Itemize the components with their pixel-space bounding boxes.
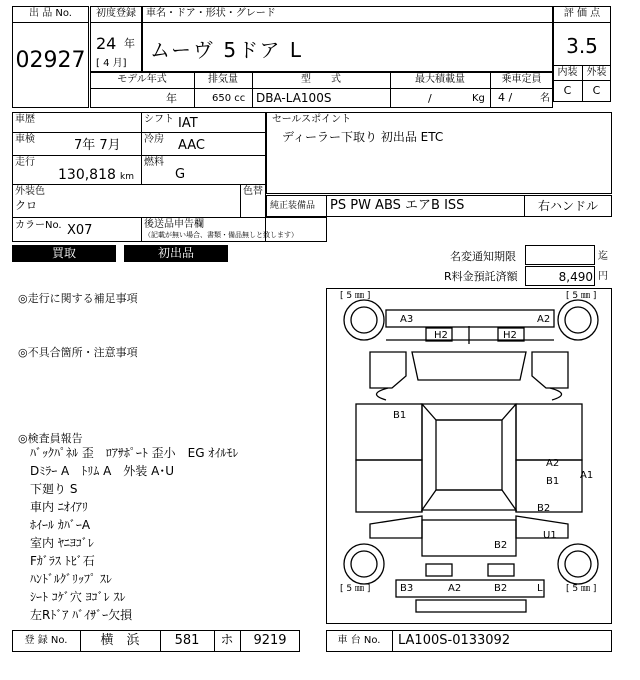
buy-button[interactable]: 買取: [12, 245, 116, 262]
type-label: 型 式: [301, 74, 341, 85]
displacement: 650 cc: [212, 93, 246, 104]
tire-depth-front-left: [ 5 ㎜ ]: [340, 291, 371, 301]
first-registration-year-unit: 年: [124, 37, 135, 50]
score-value: 3.5: [566, 34, 598, 58]
ac-value: AAC: [178, 138, 205, 153]
displacement-label: 排気量: [208, 74, 238, 85]
inspector-line: Dﾐﾗｰ A ﾄﾘﾑ A 外装 A･U: [30, 464, 175, 478]
inspector-line: 車内 ﾆｵｲｱﾘ: [30, 500, 88, 514]
chassis-number: LA100S-0133092: [398, 633, 511, 648]
driving-notes-title: ◎走行に関する補足事項: [18, 292, 138, 305]
recycle-amount: 8,490: [558, 270, 593, 284]
steering-value: 右ハンドル: [537, 199, 598, 213]
color-change-label: 色替: [243, 186, 263, 197]
capacity: 4 /: [498, 91, 513, 104]
registration-region: 横 浜: [100, 633, 140, 648]
mark-rear-panel: B2: [494, 540, 508, 551]
mark-right-side: A1: [580, 470, 594, 481]
chassis-label: 車 台 No.: [337, 635, 381, 646]
car-diagram: [326, 288, 612, 624]
inspector-line: 左Rﾄﾞｱ ﾊﾞｲｻﾞｰ欠損: [30, 608, 133, 622]
tire-depth-rear-left: [ 5 ㎜ ]: [340, 584, 371, 594]
inspector-line: ﾊﾝﾄﾞﾙｸﾞﾘｯﾌﾟ ｽﾚ: [30, 572, 112, 586]
first-registration-label: 初度登録: [96, 8, 136, 19]
inspector-line: ｼｰﾄ ｺｹﾞ穴 ﾖｺﾞﾚ ｽﾚ: [30, 590, 126, 604]
score-label: 評 価 点: [563, 8, 601, 19]
ac-label: 冷房: [144, 134, 164, 145]
post-report-note: （記載が無い場合、書類・備品無しと致します）: [144, 231, 298, 239]
mark-rear-bumper-mid1: A2: [448, 583, 462, 594]
standard-equipment-value: PS PW ABS エアB ISS: [330, 198, 465, 213]
mark-headlight-right: H2: [503, 330, 517, 341]
exterior-grade: C: [592, 84, 601, 97]
capacity-label: 乗車定員: [501, 74, 542, 85]
mark-right-rear-fender: B2: [537, 503, 551, 514]
recycle-label: R料金預託済額: [444, 270, 518, 283]
inspector-line: ﾎｲｰﾙ ｶﾊﾞｰA: [30, 518, 91, 532]
max-load-label: 最大積載量: [415, 74, 465, 85]
sales-point-value: ディーラー下取り 初出品 ETC: [282, 130, 444, 144]
car-name-label: 車名・ドア・形状・グレード: [146, 8, 276, 19]
mark-front-bumper-left: A3: [400, 314, 414, 325]
fuel-value: G: [175, 167, 186, 182]
name-change-unit: 迄: [598, 251, 608, 262]
mileage-label: 走行: [15, 157, 35, 168]
shift-label: シフト: [144, 114, 174, 125]
inspector-line: ﾊﾞｯｸﾊﾟﾈﾙ 歪 ﾛｱｻﾎﾟｰﾄ 歪小 EG ｵｲﾙﾓﾚ: [30, 446, 239, 460]
interior-grade: C: [563, 84, 572, 97]
history-label: 車歴: [15, 114, 35, 125]
exterior-grade-label: 外装: [586, 67, 607, 78]
inspection-value: 7年 7月: [74, 138, 121, 153]
defects-title: ◎不具合箇所・注意事項: [18, 346, 138, 359]
post-report-box: [141, 217, 327, 242]
mark-headlight-left: H2: [434, 330, 448, 341]
tire-depth-rear-right: [ 5 ㎜ ]: [566, 584, 597, 594]
mark-right-door-lower: B1: [546, 476, 560, 487]
mark-left-front-door: B1: [393, 410, 407, 421]
mark-front-bumper-right: A2: [537, 314, 551, 325]
color-no-label: カラーNo.: [15, 220, 62, 231]
exterior-color-label: 外装色: [15, 186, 45, 197]
mark-right-door-upper: A2: [546, 458, 560, 469]
color-no-value: X07: [67, 223, 93, 238]
sales-point-label: セールスポイント: [272, 114, 352, 125]
registration-class: 581: [174, 633, 200, 648]
mark-rear-bumper-mid2: B2: [494, 583, 508, 594]
fuel-label: 燃料: [144, 157, 164, 168]
mark-rear-quarter: U1: [543, 530, 557, 541]
recycle-unit: 円: [598, 271, 608, 282]
first-listing-button[interactable]: 初出品: [124, 245, 228, 262]
model-year-label: モデル年式: [117, 74, 167, 85]
registration-kana: ホ: [220, 633, 234, 648]
exterior-color-value: クロ: [15, 199, 37, 212]
first-registration-year: 24: [96, 34, 117, 53]
lot-number-label: 出 品 No.: [29, 8, 72, 19]
mileage-value: 130,818: [58, 167, 116, 183]
first-registration-month: [ 4 月]: [96, 58, 127, 69]
post-report-label: 後送品申告欄: [144, 219, 204, 230]
max-load-unit: Kg: [472, 93, 485, 104]
mark-rear-bumper-right: L: [537, 583, 543, 594]
registration-number: 9219: [253, 633, 287, 648]
model-year-unit: 年: [166, 92, 177, 105]
shift-value: IAT: [178, 116, 198, 131]
car-name: ムーヴ 5ドア L: [150, 38, 303, 62]
inspection-label: 車検: [15, 134, 35, 145]
mileage-unit: km: [120, 172, 134, 182]
name-change-field: [525, 245, 595, 265]
capacity-unit: 名: [540, 93, 550, 104]
name-change-label: 名変通知期限: [450, 250, 516, 263]
inspector-line: Fｶﾞﾗｽ ﾄﾋﾞ石: [30, 554, 95, 568]
type-value: DBA-LA100S: [256, 91, 332, 105]
max-load-slash: /: [428, 92, 432, 105]
mark-rear-bumper-left: B3: [400, 583, 414, 594]
standard-equipment-label: 純正装備品: [270, 201, 316, 211]
inspector-line: 室内 ﾔﾆﾖｺﾞﾚ: [30, 536, 94, 550]
interior-grade-label: 内装: [557, 67, 578, 78]
lot-number: 02927: [15, 48, 86, 73]
inspector-line: 下廻り S: [30, 482, 78, 496]
tire-depth-front-right: [ 5 ㎜ ]: [566, 291, 597, 301]
registration-label: 登 録 No.: [24, 635, 68, 646]
inspector-title: ◎検査員報告: [18, 432, 83, 445]
